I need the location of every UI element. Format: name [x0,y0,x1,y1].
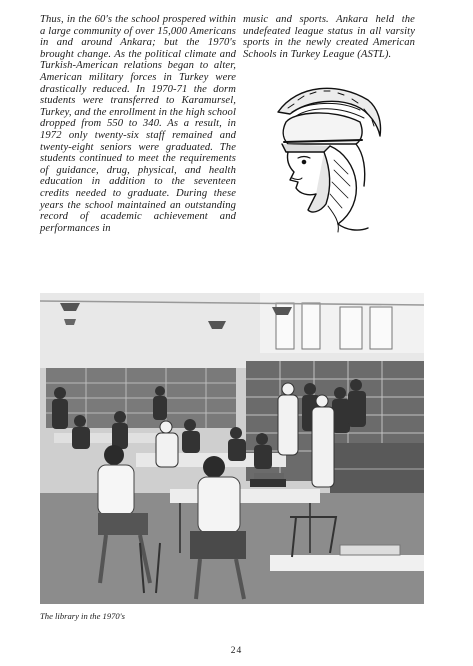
photo-caption: The library in the 1970's [40,611,125,621]
trojan-helmet-icon [268,82,384,240]
article-text-left-column: Thus, in the 60's the school prospered within a large community of over 15,000 Americans in and around Ankara; but the 1970's brought change. As the political climate and Turkish-American relations began to alter, American military forces in Turkey were drastically reduced. In 1970-71 the dorm students were transferred to Karamursel, Turkey, and the enrollment in the high school dropped from 550 to 340. As a result, in 1972 only twenty-six staff remained and twenty-eight seniors were graduated. The students continued to meet the requirements of guidance, drug, physical, and health education in addition to the seventeen credits needed to graduate. During these years the school maintained an outstanding record of academic achievement and performances in [40,14,236,234]
library-photograph [40,293,424,604]
article-text-right-column: music and sports. Ankara held the undefeated league status in all varsity sports in the newly created American Schools in Turkey League (ASTL). [243,14,415,60]
page-number: 24 [230,646,243,656]
